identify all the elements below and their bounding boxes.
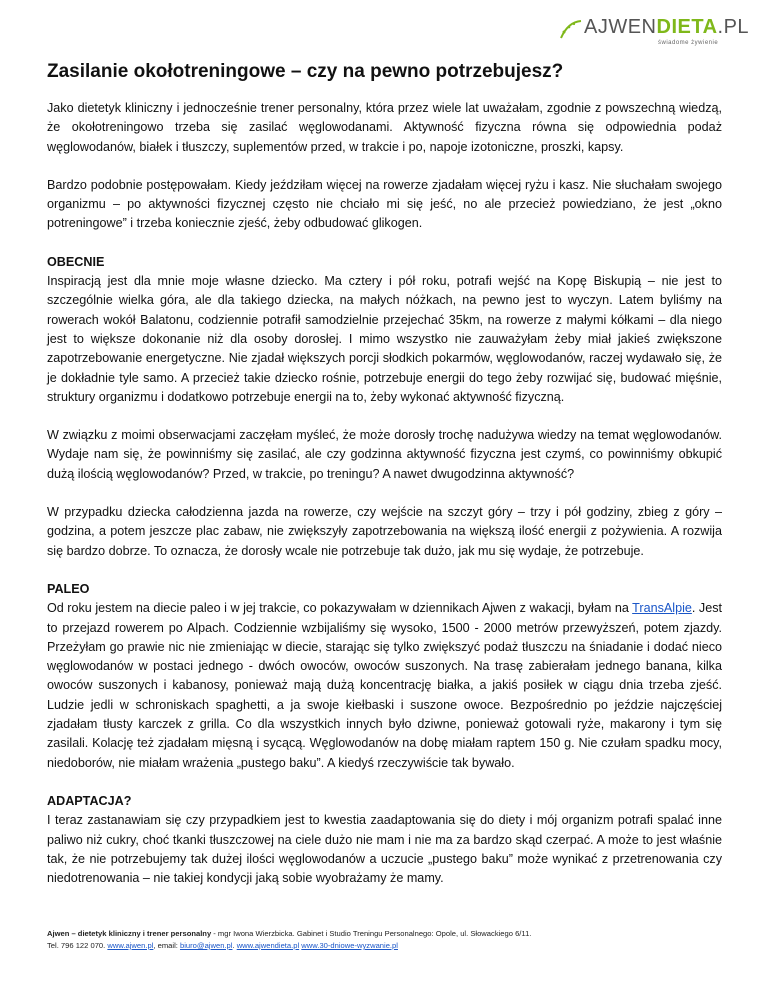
section-adaptacja [47,792,722,888]
footer-line-1 [47,928,737,940]
footer-tel: Tel. 796 122 070. [47,941,108,950]
section-heading-paleo: PALEO [47,581,90,596]
paragraph-intro: Jako dietetyk kliniczny i jednocześnie trener personalny, która przez wiele lat uważałam, zgodnie z powszechną wiedzą, że okołotreningowo trzeba się zasilać węglowodanami. Aktywność fizyczna równa się odpowiednia podaż węglowodanów, białek i tłuszczy, suplementów przed, w trakcie i po, napoje izotoniczne, proszki, kapsy. [47,101,722,154]
footer-link-ajwen[interactable]: www.ajwen.pl [107,941,154,950]
logo-text [584,16,749,39]
section-paleo [47,580,722,773]
transalpie-link[interactable]: TransAlpie [632,601,692,616]
footer-sep: . [232,941,237,950]
paragraph-child-energy: W przypadku dziecka całodzienna jazda na rowerze, czy wejście na szczyt góry – trzy i pół godziny, zbieg z góry – godzina, a potem jeszcze plac zabaw, nie zwiększyły zapotrzebowania na większą ilość energii z pożywienia. A rozwija się bardzo dobrze. To oznacza, że dorosły wcale nie potrzebuje tak dużo, jak mu się wydaje, że potrzebuje. [47,505,722,558]
paragraph-child: Inspiracją jest dla mnie moje własne dziecko. Ma cztery i pół roku, potrafi wejść na Kopę Biskupią – nie jest to szczególnie wielka góra, ale dla takiego dziecka, na małych nóżkach, na pewno jest to wyczyn. Latem byliśmy na rowerach wokół Balatonu, codziennie potrafił samodzielnie przejechać 35km, na rowerze z małymi kółkami – dla niego jest to większe dokonanie niż dla osoby dorosłej. I mimo wszystko nie zauważyłam żeby miał jakieś zwiększone zapotrzebowanie energetyczne. Nie zjadał większych porcji słodkich pokarmów, węglowodanów, raczej wydawało się, że je dokładnie tyle samo. A przecież takie dziecko rośnie, potrzebuje energii do tego żeby rozwijać się, budować mięśnie, struktury organizmu i dodatkowo potrzebuje energii na to, żeby wykonać aktywność fizyczną. [47,274,722,404]
footer-author: Ajwen – dietetyk kliniczny i trener personalny [47,929,212,938]
section-heading-adaptacja: ADAPTACJA? [47,793,132,808]
logo-ajwen: AJWEN [584,16,657,38]
paragraph-paleo-start: Od roku jestem na diecie paleo i w jej trakcie, co pokazywałam w dziennikach Ajwen z wakacji, byłam na [47,601,633,616]
paragraph-practice: Bardzo podobnie postępowałam. Kiedy jeździłam więcej na rowerze zjadałam więcej ryżu i kasz. Nie słuchałam swojego organizmu – po aktywności fizycznej często nie chciało mi się jeść, no ale przecież powiedziano, że jest „okno potreningowe” i trzeba koniecznie zjeść, żeby odbudować glikogen. [47,177,722,231]
section-obecnie [47,253,722,407]
footer-line-2 [47,940,737,952]
logo-mark-icon [558,18,584,44]
paragraph-adaptacja: I teraz zastanawiam się czy przypadkiem jest to kwestia zaadaptowania się do diety i mój organizm potrafi spalać inne paliwo niż cukry, choć tkanki tłuszczowej na ciele dużo nie mam i nie ma za bardzo skąd czerpać. A może to jest właśnie tak, że nie potrzebujemy tak dużej ilości węglowodanów a uczucie „pustego baku” może wynikać z przetrenowania czy niedotrenowania – nie takiej kondycji jaką sobie wyobrażamy że mamy. [47,813,722,886]
footer-email-label: , email: [153,941,180,950]
logo-dieta: DIETA [656,16,718,38]
section-heading-obecnie: OBECNIE [47,254,105,269]
paragraph-paleo-rest: . Jest to przejazd rowerem po Alpach. Codziennie wzbijaliśmy się wysoko, 1500 - 2000 metrów przewyższeń, potem zjazdy. Przeżyłam go prawie nic nie zmieniając w diecie, starając się tylko zwiększyć podaż tłuszczu na śniadanie i dodać nieco węglowodanów w postaci jednego - dwóch owoców, owoców suszonych. Na trasę zabierałam jednego banana, kilka owoców suszonych i kabanosy, ponieważ mają dużą koncentrację białka, a jakiś posiłek w ciągu dnia trzeba zjeść. Ludzie jedli w schroniskach spaghetti, a ja swoje kiełbaski i suszone owoce. Bezpośrednio po jeździe najczęściej zjadałam tłusty karczek z grilla. Co dla wszystkich innych było dziwne, ponieważ gotowali ryże, makarony i tym się zasilali. Kolację też zjadałam mięsną i sycącą. Węglowodanów na dobę miałam raptem 150 g. Nie czułam spadku mocy, niedoborów, nie miałam wrażenia „pustego baku”. A kiedyś rzeczywiście tak bywało. [47,601,722,770]
footer [47,928,737,952]
footer-link-wyzwanie[interactable]: www.30-dniowe-wyzwanie.pl [301,941,398,950]
page-title: Zasilanie okołotreningowe – czy na pewno potrzebujesz? [47,61,564,82]
logo-tagline: świadome żywienie [658,40,719,46]
article [47,60,722,907]
logo[interactable] [558,14,750,54]
logo-pl: .PL [717,16,750,38]
paragraph-observations: W związku z moimi obserwacjami zaczęłam myśleć, że może dorosły trochę nadużywa wiedzy na temat węglowodanów. Wydaje nam się, że powinniśmy się zasilać, ale czy godzinna aktywność fizyczna jest czymś, co powinniśmy obkupić dużą ilością węglowodanów? Przed, w trakcie, po treningu? A nawet dwugodzinna aktywność? [47,428,722,481]
footer-link-ajwendieta[interactable]: www.ajwendieta.pl [236,941,300,950]
footer-address: - mgr Iwona Wierzbicka. Gabinet i Studio Treningu Personalnego: Opole, ul. Słowackiego 6/11. [211,929,532,938]
footer-link-email[interactable]: biuro@ajwen.pl [179,941,233,950]
